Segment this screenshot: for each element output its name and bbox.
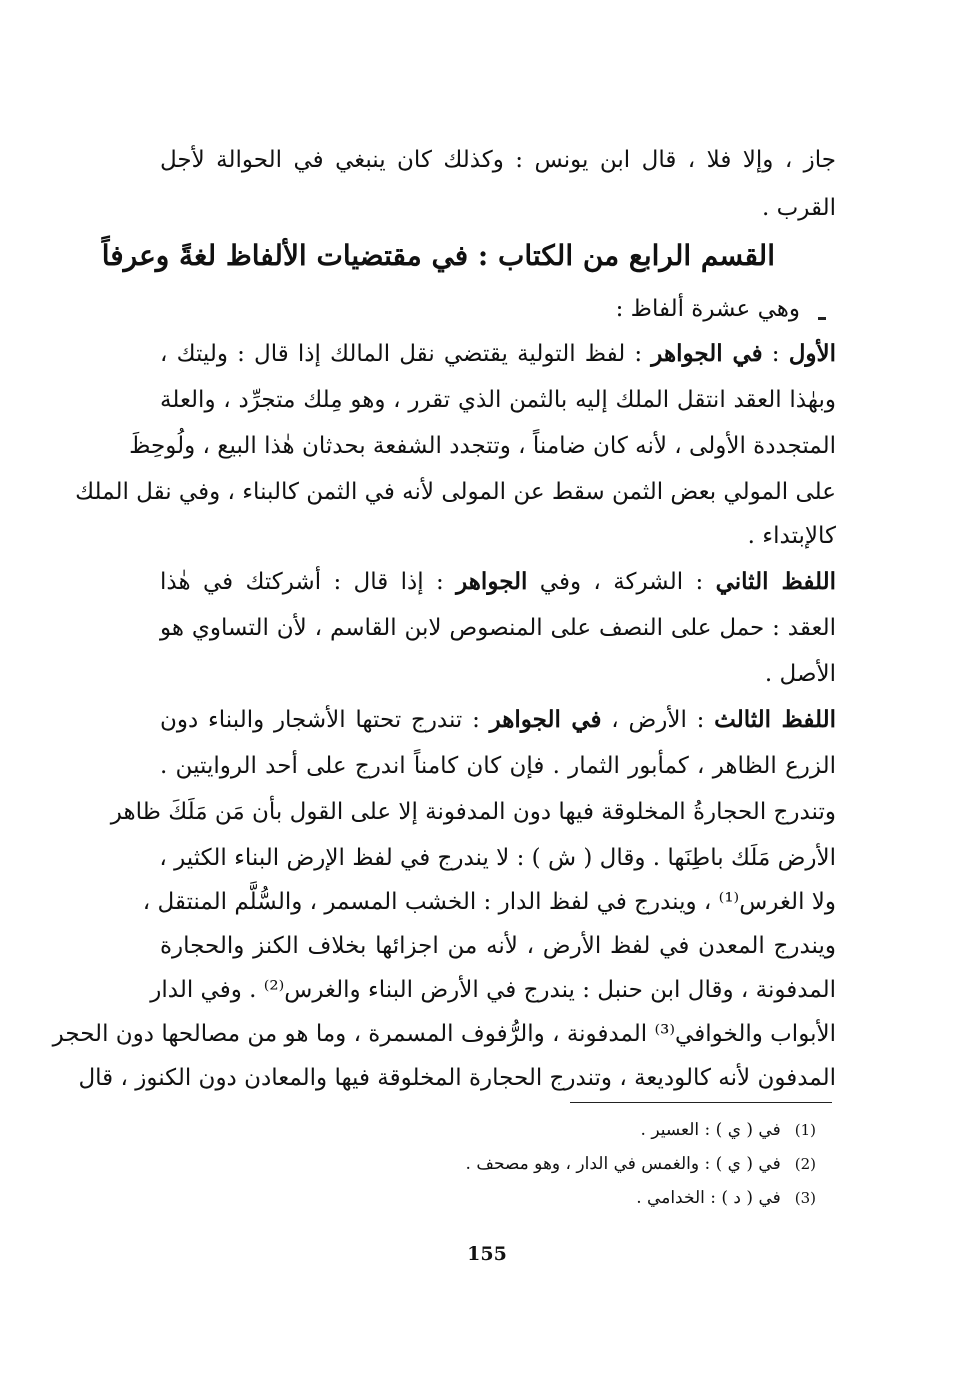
footnote: (1)في ( ي ) : العسير .: [640, 1120, 816, 1140]
body-line: على المولي بعض الثمن سقط عن المولى لأنه في الثمن كالبناء ، وفي نقل الملك: [75, 479, 836, 505]
body-line: الأبواب والخوافي⁽³⁾ المدفونة ، والرُّفوف المسمرة ، وما هو من مصالحها دون الحجر: [52, 1021, 836, 1047]
dash-mark: [818, 317, 826, 320]
body-line: القرب .: [762, 195, 836, 221]
intro-text: وهي عشرة ألفاظ :: [615, 296, 800, 322]
body-line: وتندرج الحجارةُ المخلوقة فيها دون المدفونة إلا على القول بأن مَن مَلَكَ ظاهر: [110, 799, 836, 825]
body-line: الأرض مَلَك باطِنَها . وقال ( ش ) : لا يندرج في لفظ الإرض البناء الكثير ،: [159, 845, 836, 871]
footnote-divider: [570, 1102, 832, 1103]
section-heading: القسم الرابع من الكتاب : في مقتضيات الألفاظ لغةً وعرفاً: [101, 239, 775, 272]
body-line: الأصل .: [764, 661, 836, 687]
footnote: (3)في ( د ) : الخدامي .: [636, 1188, 816, 1208]
paragraph-2-lead: اللفظ الثاني: [715, 568, 837, 595]
source-ref: في الجواهر: [489, 706, 602, 733]
footnote: (2)في ( ي ) : والغمس في الدار ، وهو مصحف .: [465, 1154, 816, 1174]
paragraph-3-line-1: اللفظ الثالث : الأرض ، في الجواهر : تندرج تحتها الأشجار والبناء دون: [160, 706, 836, 733]
source-ref: في الجواهر: [651, 340, 763, 367]
body-line: العقد : حمل على النصف على المنصوص لابن القاسم ، لأن التساوي هو: [160, 615, 836, 641]
paragraph-1-lead: الأول: [788, 340, 837, 367]
body-line: جاز ، وإلا فلا ، قال ابن يونس : وكذلك كان ينبغي في الحوالة لأجل: [160, 147, 836, 173]
body-line: ويندرج المعدن في لفظ الأرض ، لأنه من اجزائها بخلاف الكنز والحجارة: [160, 933, 836, 959]
page-number: 155: [467, 1243, 507, 1265]
body-line: ولا الغرس⁽¹⁾ ، ويندرج في لفظ الدار : الخشب المسمر ، والسُّلَّم المنتقل ،: [142, 889, 836, 915]
body-line: المدفون لأنه كالوديعة ، وتندرج الحجارة المخلوقة فيها والمعادن دون الكنوز ، قال: [78, 1065, 836, 1091]
body-line: وبهٰذا العقد انتقل الملك إليه بالثمن الذي تقرر ، وهو مِلك متجرِّد ، والعلة: [160, 387, 836, 413]
source-ref: الجواهر: [456, 568, 528, 595]
body-line: المتجددة الأولى ، لأنه كان ضامناً ، وتتجدد الشفعة بحدثان هٰذا البيع ، ولُوحِظَ: [129, 433, 836, 459]
body-line: المدفونة ، وقال ابن حنبل : يندرج في الأرض البناء والغرس⁽²⁾ . وفي الدار: [150, 977, 836, 1003]
paragraph-3-lead: اللفظ الثالث: [714, 706, 836, 733]
paragraph-2-line-1: اللفظ الثاني : الشركة ، وفي الجواهر : إذا قال : أشركتك في هٰذا: [160, 568, 837, 595]
body-line: الزرع الظاهر ، كمأبور الثمار . فإن كان كامناً اندرج على أحد الروايتين .: [160, 753, 836, 779]
body-line: كالإبتداء .: [747, 523, 836, 549]
paragraph-1-line-1: الأول : في الجواهر : لفظ التولية يقتضي نقل المالك إذا قال : وليتك ،: [160, 340, 837, 367]
